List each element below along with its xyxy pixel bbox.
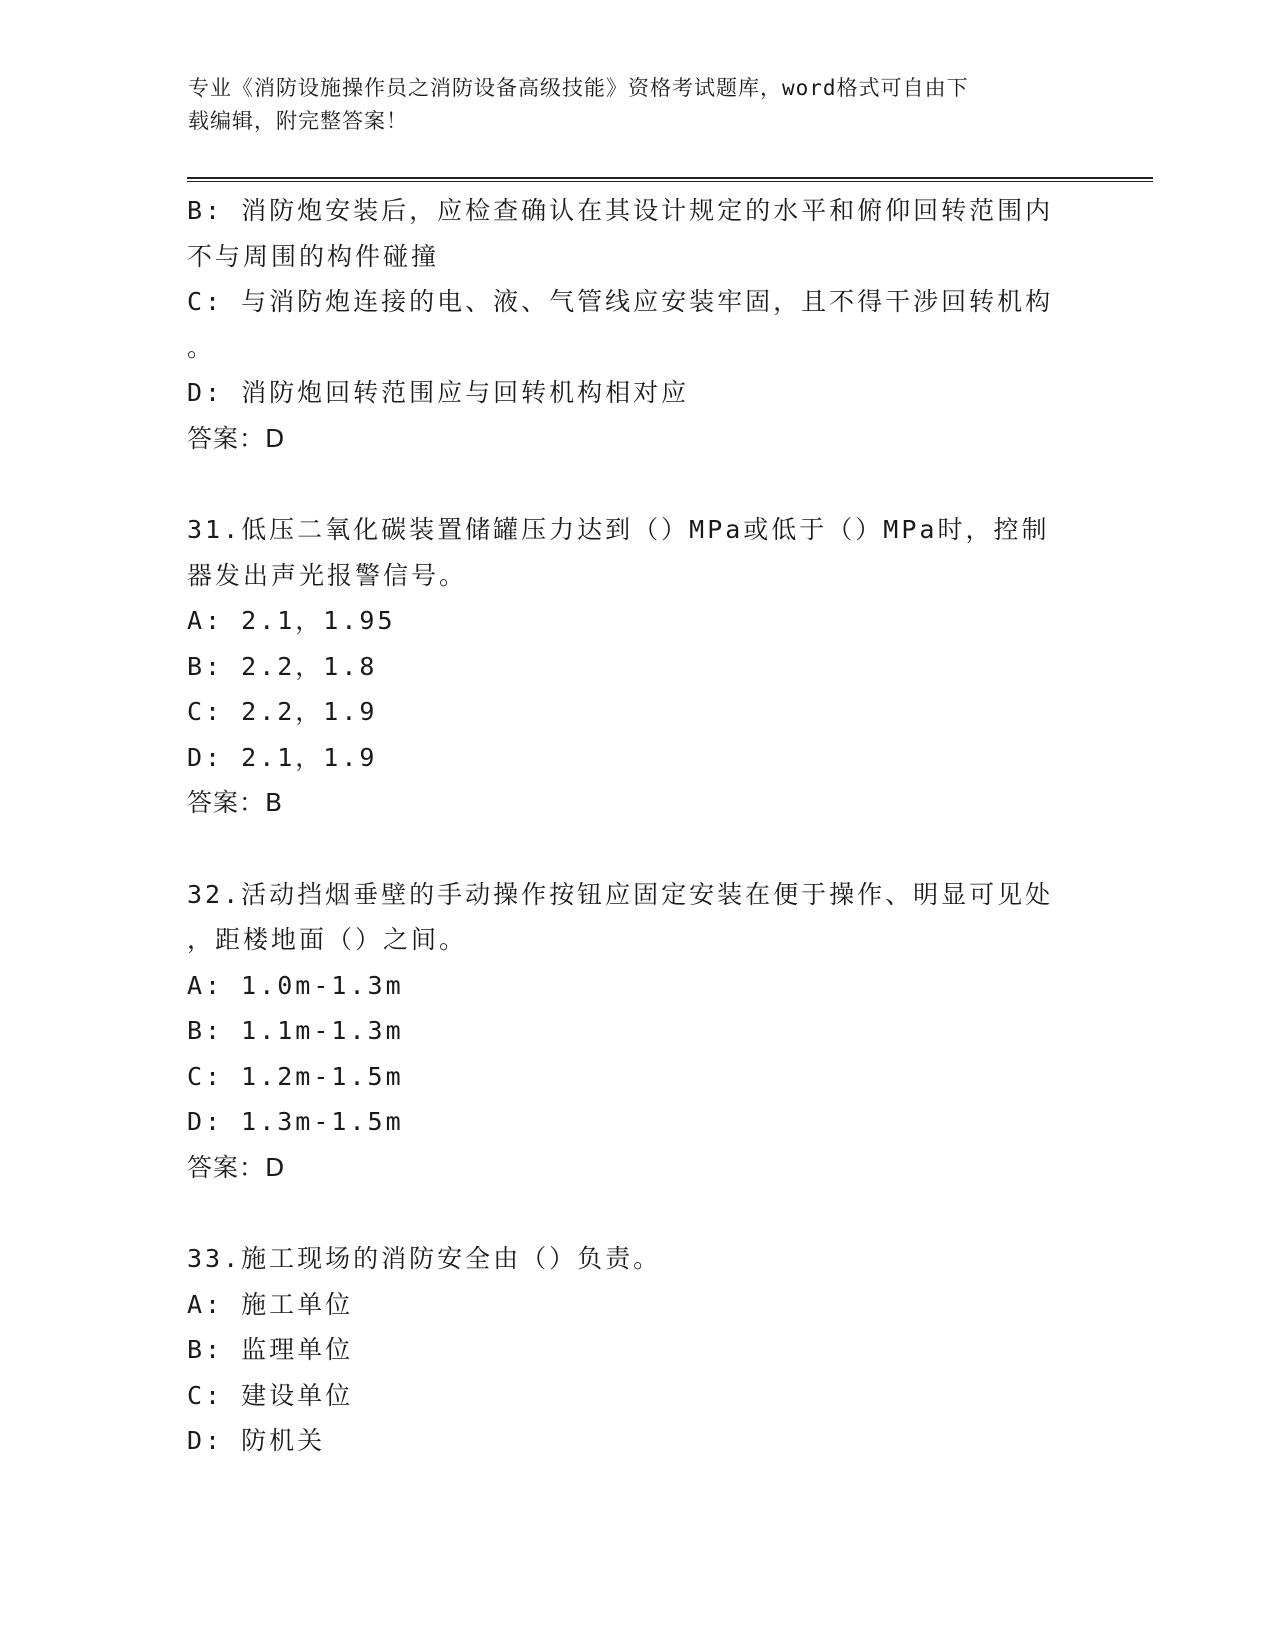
option-c: C: 建设单位: [187, 1380, 354, 1410]
option-c-line-1: C: 与消防炮连接的电、液、气管线应安装牢固，且不得干涉回转机构: [187, 287, 1054, 316]
spacer: [187, 461, 1087, 507]
option-a: A: 2.1，1.95: [187, 606, 396, 635]
header-line-1: 专业《消防设施操作员之消防设备高级技能》资格考试题库，word格式可自由下: [188, 76, 969, 100]
answer: 答案：B: [187, 788, 284, 817]
header-line-2: 载编辑，附完整答案！: [188, 109, 408, 133]
question-stem-line-1: 32.活动挡烟垂壁的手动操作按钮应固定安装在便于操作、明显可见处: [187, 879, 1054, 909]
option-a: A: 施工单位: [187, 1289, 354, 1319]
header-rule-thin: [187, 181, 1153, 182]
answer: 答案：D: [187, 1152, 286, 1182]
question-stem-line-2: 器发出声光报警信号。: [187, 560, 468, 590]
option-b-line-2: 不与周围的构件碰撞: [187, 241, 440, 271]
option-d: D: 防机关: [187, 1426, 326, 1455]
header-rule-thick: [187, 177, 1153, 179]
question-33: [187, 1236, 1087, 1464]
option-d: D: 1.3m-1.5m: [187, 1107, 404, 1136]
answer: 答案：D: [187, 423, 286, 453]
option-b-line-1: B: 消防炮安装后，应检查确认在其设计规定的水平和俯仰回转范围内: [187, 196, 1054, 225]
option-a: A: 1.0m-1.3m: [187, 970, 404, 1000]
question-stem: 33.施工现场的消防安全由（）负责。: [187, 1244, 662, 1273]
option-c-line-2: 。: [187, 332, 216, 362]
option-d: D: 2.1，1.9: [187, 742, 378, 772]
question-stem-line-2: ，距楼地面（）之间。: [187, 925, 468, 954]
option-b: B: 监理单位: [187, 1335, 354, 1364]
question-31: [187, 507, 1087, 826]
option-c: C: 2.2，1.9: [187, 697, 378, 726]
question-stem-line-1: 31.低压二氧化碳装置储罐压力达到（）MPa或低于（）MPa时，控制: [187, 515, 1050, 544]
document-header: [188, 72, 1088, 138]
question-32: [187, 872, 1087, 1191]
document-body: [187, 188, 1087, 1464]
option-c: C: 1.2m-1.5m: [187, 1061, 404, 1091]
question-30: [187, 188, 1087, 461]
spacer: [187, 826, 1087, 872]
spacer: [187, 1190, 1087, 1236]
option-b: B: 1.1m-1.3m: [187, 1016, 404, 1045]
option-b: B: 2.2，1.8: [187, 651, 378, 681]
option-d: D: 消防炮回转范围应与回转机构相对应: [187, 378, 690, 407]
